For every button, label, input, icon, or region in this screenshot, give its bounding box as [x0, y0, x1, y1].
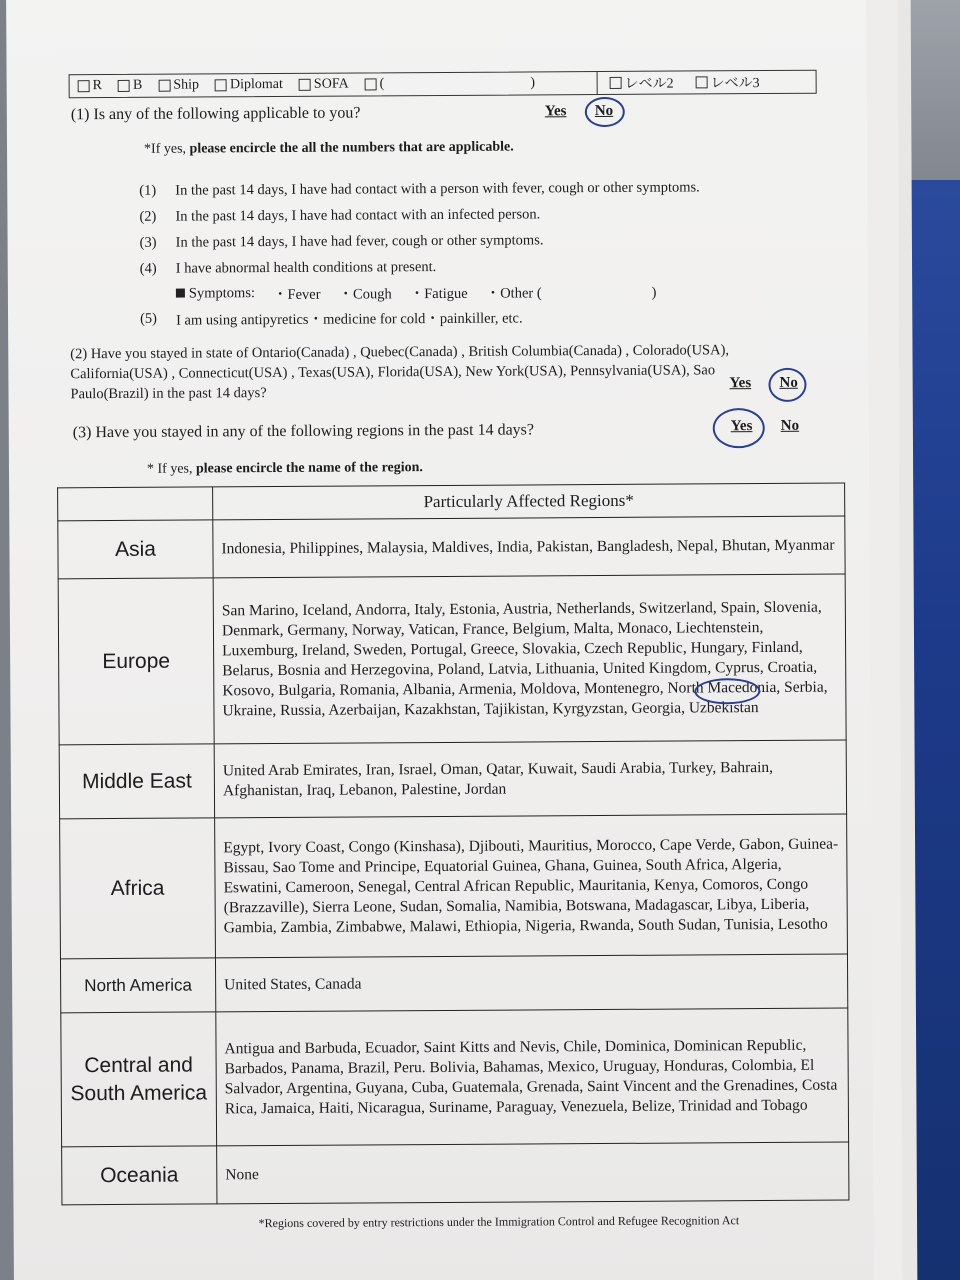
countries-middle-east[interactable]: United Arab Emirates, Iran, Israel, Oman, Qatar, Kuwait, Saudi Arabia, Turkey, Bahrain, Afghanistan, Iraq, Lebanon, Palestine, Jordan: [214, 740, 846, 818]
countries-africa[interactable]: Egypt, Ivory Coast, Congo (Kinshasa), Djibouti, Mauritius, Morocco, Cape Verde, Gabon, Guinea-Bissau, Sao Tome and Principe, Equatorial Guinea, Ghana, Guinea, South Africa, Algeria, Eswatini, Cameroon, Senegal, Central African Republic, Mauritania, Kenya, Comoros, Congo (Brazzaville), Sierra Leone, Sudan, Somalia, Namibia, Botswana, Madagascar, Libya, Liberia, Gambia, Zambia, Zimbabwe, Malawi, Ethiopia, Nigeria, Rwanda, South Sudan, Tunisia, Lesotho: [215, 814, 848, 958]
question-2: (2) Have you stayed in state of Ontario(Canada) , Quebec(Canada) , British Columbia(Canada) , Colorado(USA), California(USA) , Connecticut(USA) , Texas(USA), Florida(USA), New York(USA), Pennsylvania(USA), Sao Paulo(Brazil) in the past 14 days?: [70, 342, 730, 403]
checkbox-diplomat[interactable]: Diplomat: [215, 77, 283, 93]
checkbox-other[interactable]: ( ): [365, 75, 535, 92]
region-oceania[interactable]: Oceania: [62, 1146, 217, 1205]
table-row: [61, 1008, 849, 1147]
checkbox-level-3[interactable]: レベル3: [696, 72, 760, 92]
checkbox-icon: [215, 79, 227, 91]
question-3: (3) Have you stayed in any of the following regions in the past 14 days?: [72, 421, 535, 442]
region-asia[interactable]: Asia: [58, 520, 213, 579]
table-row: [58, 574, 846, 745]
table-row: [60, 954, 847, 1013]
table-row: [60, 814, 848, 959]
countries-asia[interactable]: Indonesia, Philippines, Malaysia, Maldives, India, Pakistan, Bangladesh, Nepal, Bhutan, Myanmar: [213, 516, 845, 578]
pen-circle-q3-yes: [713, 408, 765, 448]
footnote: *Regions covered by entry restrictions under the Immigration Control and Refugee Recognition Act: [258, 1213, 740, 1231]
symptom-cough[interactable]: ・Cough: [338, 285, 392, 303]
table-header: Particularly Affected Regions*: [213, 483, 845, 520]
checkbox-icon: [365, 78, 377, 90]
symptom-fatigue[interactable]: ・Fatigue: [409, 285, 468, 302]
list-item[interactable]: (4) I have abnormal health conditions at present.: [139, 258, 437, 277]
list-item[interactable]: (3) In the past 14 days, I have had fever, cough or other symptoms.: [139, 231, 544, 251]
q1-no[interactable]: No: [594, 102, 614, 120]
square-bullet-icon: [176, 288, 185, 297]
affected-regions-table: [57, 483, 849, 1206]
q3-instruction: * If yes, please encircle the name of the region.: [146, 460, 423, 477]
countries-central-south-america[interactable]: Antigua and Barbuda, Ecuador, Saint Kitts and Nevis, Chile, Dominica, Dominican Republic, Barbados, Panama, Brazil, Peru. Bolivia, Bahamas, Mexico, Uruguay, Honduras, Colombia, El Salvador, Argentina, Guyana, Cuba, Guatemala, Grenada, Saint Vincent and the Grenadines, Costa Rica, Jamaica, Haiti, Nicaragua, Suriname, Paraguay, Venezuela, Belize, Trinidad and Tobago: [216, 1008, 849, 1146]
checkbox-icon: [158, 80, 170, 92]
region-north-america[interactable]: North America: [60, 958, 215, 1013]
list-item[interactable]: (5) I am using antipyretics・medicine for cold・painkiller, etc.: [140, 309, 523, 329]
q1-yes[interactable]: Yes: [544, 103, 567, 120]
checkbox-icon: [610, 77, 622, 89]
countries-north-america[interactable]: United States, Canada: [215, 954, 847, 1012]
pen-circle-q1-no: [585, 97, 625, 127]
questionnaire-sheet: [6, 0, 874, 1280]
list-item[interactable]: (1) In the past 14 days, I have had contact with a person with fever, cough or other symptoms.: [139, 178, 700, 199]
table-corner-cell: [58, 487, 213, 521]
table-header-row: [58, 483, 845, 521]
q1-items-list: [139, 174, 780, 332]
region-middle-east[interactable]: Middle East: [59, 744, 214, 819]
region-central-south-america[interactable]: Central and South America: [61, 1012, 217, 1147]
table-row: [58, 516, 845, 579]
q1-instruction: *If yes, please encircle the all the numbers that are applicable.: [143, 139, 514, 157]
checkbox-level-2[interactable]: レベル2: [610, 73, 674, 93]
table-row: [59, 740, 846, 819]
checkbox-icon: [696, 76, 708, 88]
table-row: [62, 1142, 849, 1205]
list-item[interactable]: (2) In the past 14 days, I have had contact with an infected person.: [139, 205, 541, 225]
q3-no[interactable]: No: [780, 417, 800, 434]
checkbox-icon: [118, 80, 130, 92]
symptom-fever[interactable]: ・Fever: [272, 286, 321, 303]
region-europe[interactable]: Europe: [58, 578, 214, 745]
checkbox-icon: [78, 80, 90, 92]
region-africa[interactable]: Africa: [60, 818, 216, 959]
checkbox-ship[interactable]: Ship: [158, 77, 199, 93]
countries-oceania[interactable]: None: [217, 1142, 849, 1204]
q3-yes[interactable]: Yes: [730, 418, 753, 435]
checkbox-icon: [299, 79, 311, 91]
symptom-other[interactable]: ・Other ( ): [485, 284, 657, 302]
question-1: (1) Is any of the following applicable to you?: [70, 104, 361, 124]
symptoms-row: Symptoms: ・Fever ・Cough ・Fatigue ・Other ( ): [140, 278, 780, 306]
visa-type-bar: [69, 70, 817, 99]
countries-europe[interactable]: San Marino, Iceland, Andorra, Italy, Estonia, Austria, Netherlands, Switzerland, Spain, Slovenia, Denmark, Germany, Norway, Vatican, France, Belgium, Malta, Monaco, Liechtenstein, Luxemburg, Ireland, Sweden, Portugal, Greece, Slovakia, Czech Republic, Hungary, Finland, Belarus, Bosnia and Herzegovina, Poland, Latvia, Lithuania, United Kingdom, Cyprus, Croatia, Kosovo, Bulgaria, Romania, Albania, Armenia, Moldova, Montenegro, North Macedonia, Serbia, Ukraine, Russia, Azerbaijan, Kazakhstan, Tajikistan, Kyrgyzstan, Georgia, Uzbekistan: [213, 574, 846, 744]
pen-circle-q2-no: [768, 368, 806, 402]
checkbox-sofa[interactable]: SOFA: [299, 77, 349, 93]
checkbox-b[interactable]: B: [118, 78, 142, 94]
checkbox-r[interactable]: R: [78, 78, 102, 94]
q2-no[interactable]: No: [779, 374, 798, 391]
q2-yes[interactable]: Yes: [729, 375, 752, 392]
